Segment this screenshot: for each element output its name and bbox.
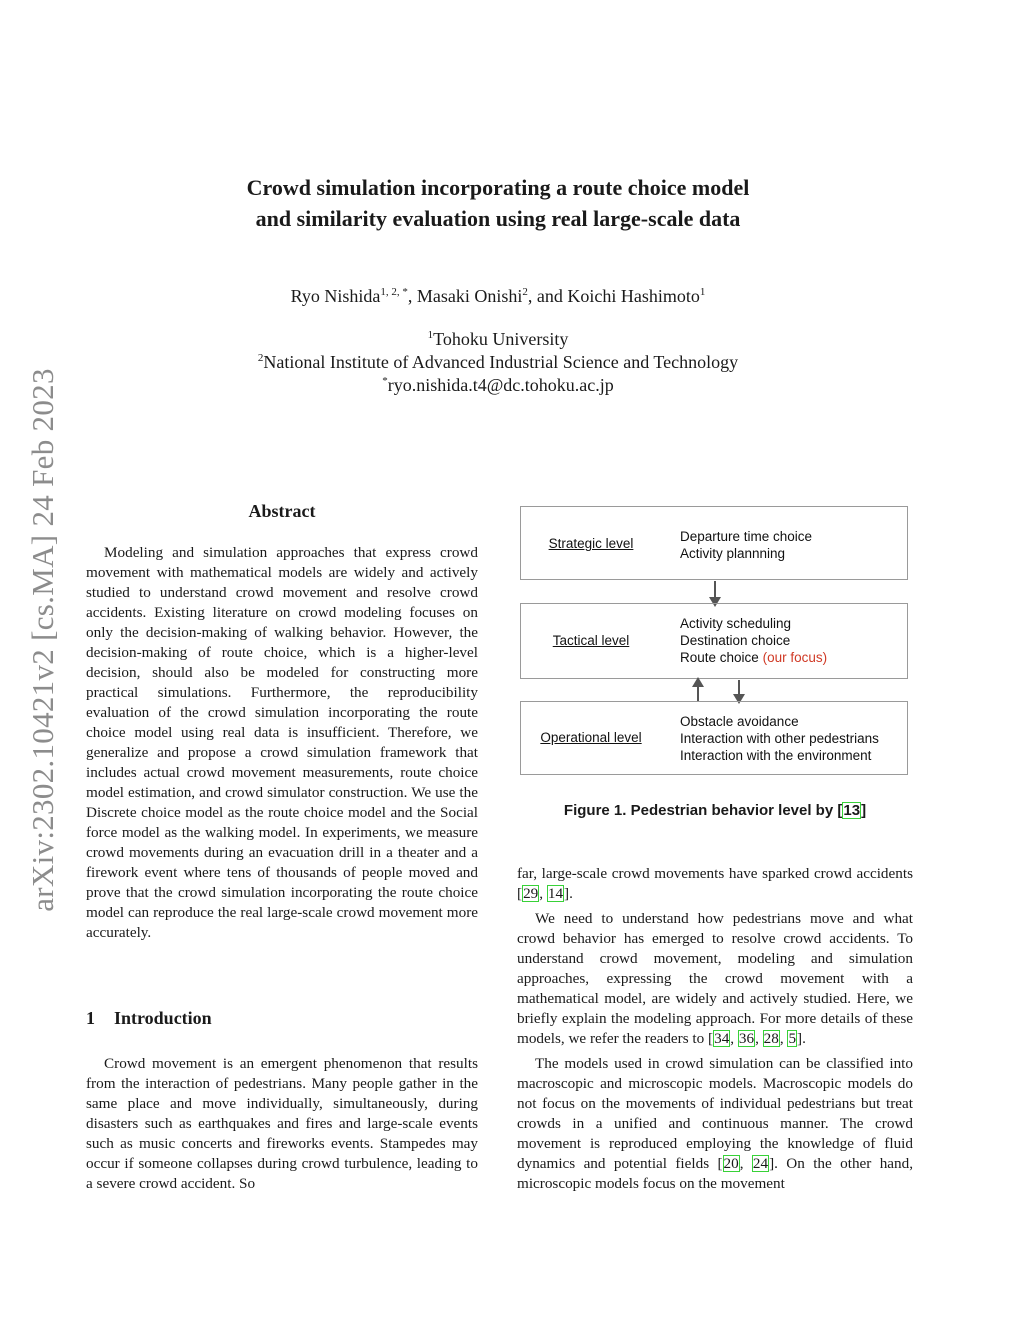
author-2: , Masaki Onishi [407,286,523,306]
level-item: Obstacle avoidance [680,714,799,729]
citation-link[interactable]: 5 [788,1030,797,1047]
level-item: Interaction with the environment [680,748,872,763]
operational-level-label: Operational level [540,730,642,745]
author-1: Ryo Nishida [290,286,381,306]
paragraph-text: The models used in crowd simulation can be classified into macroscopic and microscopic models. Macroscopic models do not focus on the movements of individual pedestrians but treat crowds in a unified and continuous manner. The crowd movement is reproduced employing the knowledge of fluid dynamics and potential fields [ [517,1055,913,1172]
citation-link[interactable]: 29 [523,885,539,902]
section-heading-introduction [86,1008,212,1029]
figure-1-diagram [517,503,913,783]
section-title: Introduction [114,1008,212,1028]
tactical-level-box [520,603,908,679]
email-sup: * [382,375,388,387]
arxiv-sidebar-stamp: arXiv:2302.10421v2 [cs.MA] 24 Feb 2023 [25,368,60,912]
section-number: 1 [86,1008,95,1028]
affiliation-1 [150,328,846,351]
abstract-heading: Abstract [248,501,316,521]
level-item: Interaction with other pedestrians [680,731,879,746]
level-item: Activity plannning [680,546,786,561]
title-line-2: and similarity evaluation using real large-scale data [255,206,741,231]
level-item: Destination choice [680,633,791,648]
operational-level-box [520,701,908,775]
author-1-sup: 1, 2, * [380,286,408,298]
arrow-down-icon [714,581,716,599]
affiliation-1-sup: 1 [427,329,434,341]
arrow-down-icon [738,680,740,696]
citation-link[interactable]: 36 [738,1030,755,1047]
arrow-up-icon [697,685,699,701]
abstract-body [86,543,478,943]
level-item-route-choice [680,649,827,666]
title-line-1: Crowd simulation incorporating a route choice model [246,175,750,200]
intro-column-left [86,1054,478,1194]
affiliation-2 [150,351,846,374]
strategic-level-label: Strategic level [548,536,634,551]
level-item-text: Route choice [680,650,759,665]
affiliation-2-sup: 2 [257,352,264,364]
paragraph-text: We need to understand how pedestrians move and what crowd behavior has emerged to resolve crowd accidents. To understand crowd movement, modeling and simulation approaches, expressing the crowd movement with a mathematical model, are widely and actively studied. Here, we briefly explain the modeling approach. For more details of these models, we refer the readers to [ [517,910,913,1047]
author-3-sup: 1 [699,286,706,298]
email-text: ryo.nishida.t4@dc.tohoku.ac.jp [387,375,614,395]
intro-column-right [517,864,913,1194]
affiliation-1-text: Tohoku University [433,329,569,349]
figure-1-caption: Figure 1. Pedestrian behavior level by [13] [563,802,867,819]
citation-link[interactable]: 20 [723,1155,739,1172]
author-3: , and Koichi Hashimoto [527,286,700,306]
author-2-sup: 2 [522,286,528,298]
strategic-level-items [680,528,812,562]
author-list [150,286,846,307]
caption-text: Figure 1. Pedestrian behavior level by [563,802,834,819]
abstract-paragraph: Modeling and simulation approaches that express crowd movement with mathematical models are widely and actively studied to understand crowd movement and resolve crowd accidents. Existing literature on crowd modeling focuses on only the decision-making of walking behavior. However, the decision-making of route choice, which is a higher-level decision, should also be modeled for constructing more practical simulations. Furthermore, the reproducibility evaluation of the crowd simulation incorporating the route choice model using real data is insufficient. Therefore, we generalize and propose a crowd simulation framework that includes actual crowd movement measurements, route choice model estimation, and crowd simulator construction. We use the Discrete choice model as the route choice model and the Social force model as the walking model. In experiments, we measure crowd movements during an evacuation drill in a theater and a firework event where tens of thousands of people moved and prove that the crowd simulation incorporating the route choice model can reproduce the real large-scale crowd movement more accurately. [86,544,478,941]
intro-paragraph-1: Crowd movement is an emergent phenomenon that results from the interaction of pedestrians. Many people gather in the same place and move individually, simultaneously, during disasters such as earthquakes and fires and large-scale events such as music concerts and fireworks events. Stampedes may occur if someone collapses during crowd turbulence, leading to a severe crowd accident. So [86,1055,478,1192]
intro-paragraph-2: We need to understand how pedestrians move and what crowd behavior has emerged to resolve crowd accidents. To understand crowd movement, modeling and simulation approaches, expressing the crowd movement with a mathematical model, are widely and actively studied. Here, we briefly explain the modeling approach. For more details of these models, we refer the readers to [34, 36, 28, 5]. [517,910,913,1047]
citation-link[interactable]: 34 [714,1030,730,1047]
strategic-level-box [520,506,908,580]
affiliation-2-text: National Institute of Advanced Industrial Science and Technology [263,352,739,372]
citation-link[interactable]: 13 [843,802,861,819]
tactical-level-items [680,615,827,666]
operational-level-items [680,713,879,764]
contact-email [150,374,846,397]
citation-link[interactable]: 24 [752,1155,769,1172]
paragraph-text: far, large-scale crowd movements have sparked crowd accidents [ [517,865,913,902]
tactical-level-label: Tactical level [552,633,630,648]
paragraph-text: ]. On the other hand, microscopic models focus on the movement [517,1155,914,1192]
our-focus-note: (our focus) [762,650,828,665]
intro-paragraph-3: The models used in crowd simulation can be classified into macroscopic and microscopic models. Macroscopic models do not focus on the movements of individual pedestrians but treat crowds in a unified and continuous manner. The crowd movement is reproduced employing the knowledge of fluid dynamics and potential fields [20, 24]. On the other hand, microscopic models focus on the movement [517,1055,914,1192]
intro-paragraph-continued: far, large-scale crowd movements have sparked crowd accidents [29, 14]. [517,865,913,902]
level-item: Activity scheduling [680,616,792,631]
citation-link[interactable]: 28 [763,1030,779,1047]
level-item: Departure time choice [680,529,813,544]
citation-link[interactable]: 14 [547,885,564,902]
paper-title [150,172,846,234]
